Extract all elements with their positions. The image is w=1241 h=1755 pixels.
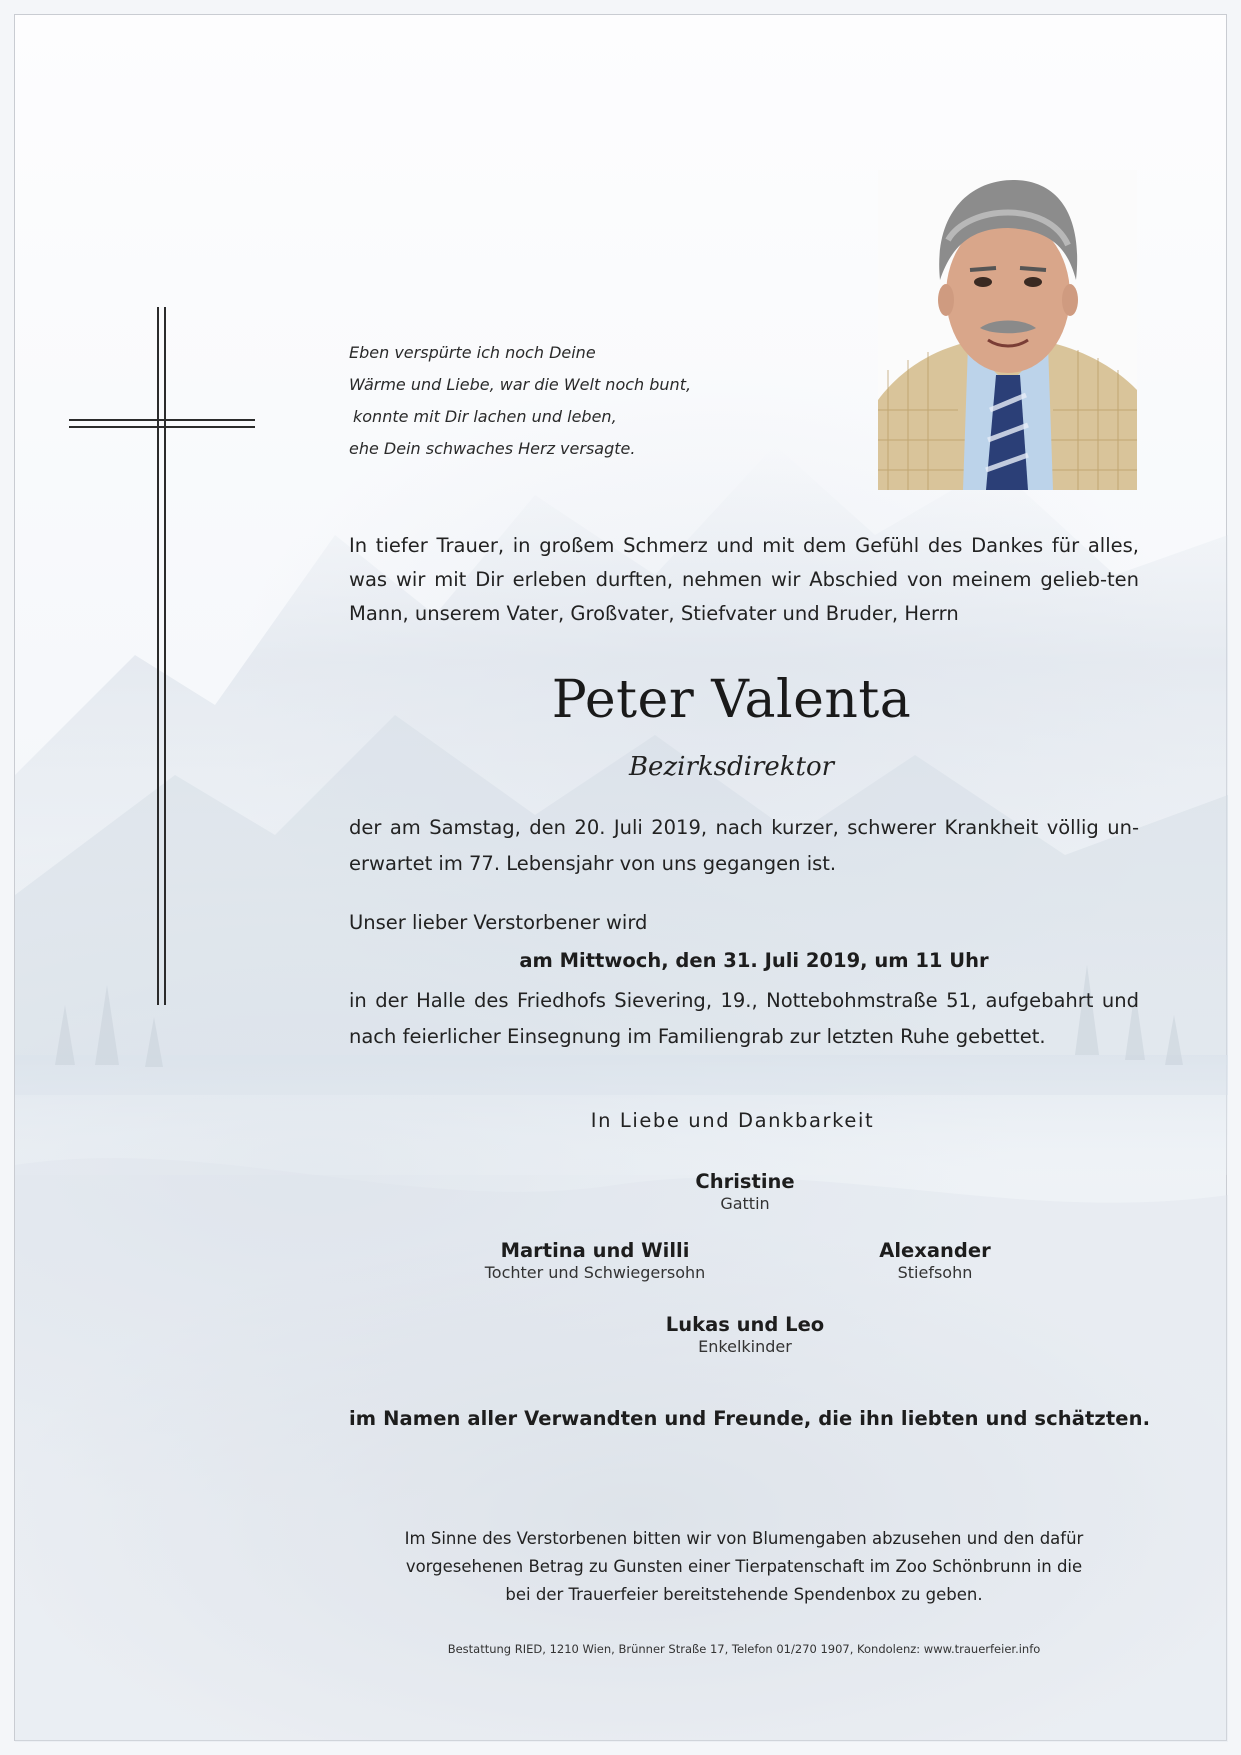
family-member [445, 1239, 745, 1283]
family-member [645, 1170, 845, 1214]
family-name: Martina und Willi [500, 1239, 690, 1262]
ceremony-date: am Mittwoch, den 31. Juli 2019, um 11 Uhr [519, 949, 989, 972]
ceremony-paragraph: in der Halle des Friedhofs Sievering, 19., Nottebohmstraße 51, aufgebahrt und nach feierlicher Einsegnung im Familiengrab zur letzten Ruhe gebettet. [349, 989, 1139, 1048]
family-name: Christine [695, 1170, 795, 1193]
family-member [645, 1313, 845, 1357]
donation-line: Im Sinne des Verstorbenen bitten wir von Blumengaben abzusehen und den dafür [404, 1529, 1084, 1548]
family-relation: Gattin [720, 1194, 770, 1213]
donation-note [349, 1525, 1139, 1609]
poem-line: Eben verspürte ich noch Deine [349, 343, 596, 362]
closing-line: In Liebe und Dankbarkeit [590, 1109, 875, 1132]
obituary-page [14, 14, 1227, 1741]
family-member [835, 1239, 1035, 1283]
family-name: Alexander [879, 1239, 991, 1262]
intro-paragraph: In tiefer Trauer, in großem Schmerz und mit dem Gefühl des Dankes für alles, was wir mit Dir erleben durften, nehmen wir Abschied von meinem gelieb-ten Mann, unserem Vater, Großvater, Stiefvater und Bruder, Herrn [349, 534, 1139, 625]
relatives-line: im Namen aller Verwandten und Freunde, die ihn liebten und schätzten. [349, 1407, 1151, 1430]
poem-line: Wärme und Liebe, war die Welt noch bunt, [349, 375, 692, 394]
deceased-name: Peter Valenta [551, 670, 912, 730]
donation-line: bei der Trauerfeier bereitstehende Spendenbox zu geben. [505, 1585, 983, 1604]
ceremony-text [349, 983, 1139, 1055]
funeral-home-footer: Bestattung RIED, 1210 Wien, Brünner Straße 17, Telefon 01/270 1907, Kondolenz: www.trauerfeier.info [447, 1642, 1041, 1656]
family-relation: Enkelkinder [698, 1337, 792, 1356]
deceased-title: Bezirksdirektor [628, 752, 835, 782]
intro-text [349, 529, 1139, 631]
donation-line: vorgesehenen Betrag zu Gunsten einer Tierpatenschaft im Zoo Schönbrunn in die [405, 1557, 1083, 1576]
poem [349, 337, 769, 465]
poem-line: ehe Dein schwaches Herz versagte. [349, 439, 636, 458]
family-name: Lukas und Leo [665, 1313, 825, 1336]
poem-line: konnte mit Dir lachen und leben, [353, 407, 617, 426]
portrait-photo [878, 170, 1137, 490]
family-relation: Tochter und Schwiegersohn [484, 1263, 706, 1282]
death-paragraph: der am Samstag, den 20. Juli 2019, nach kurzer, schwerer Krankheit völlig un-erwartet im 77. Lebensjahr von uns gegangen ist. [349, 816, 1139, 875]
ceremony-intro: Unser lieber Verstorbener wird [349, 911, 648, 934]
death-notice [349, 810, 1139, 882]
family-relation: Stiefsohn [897, 1263, 973, 1282]
